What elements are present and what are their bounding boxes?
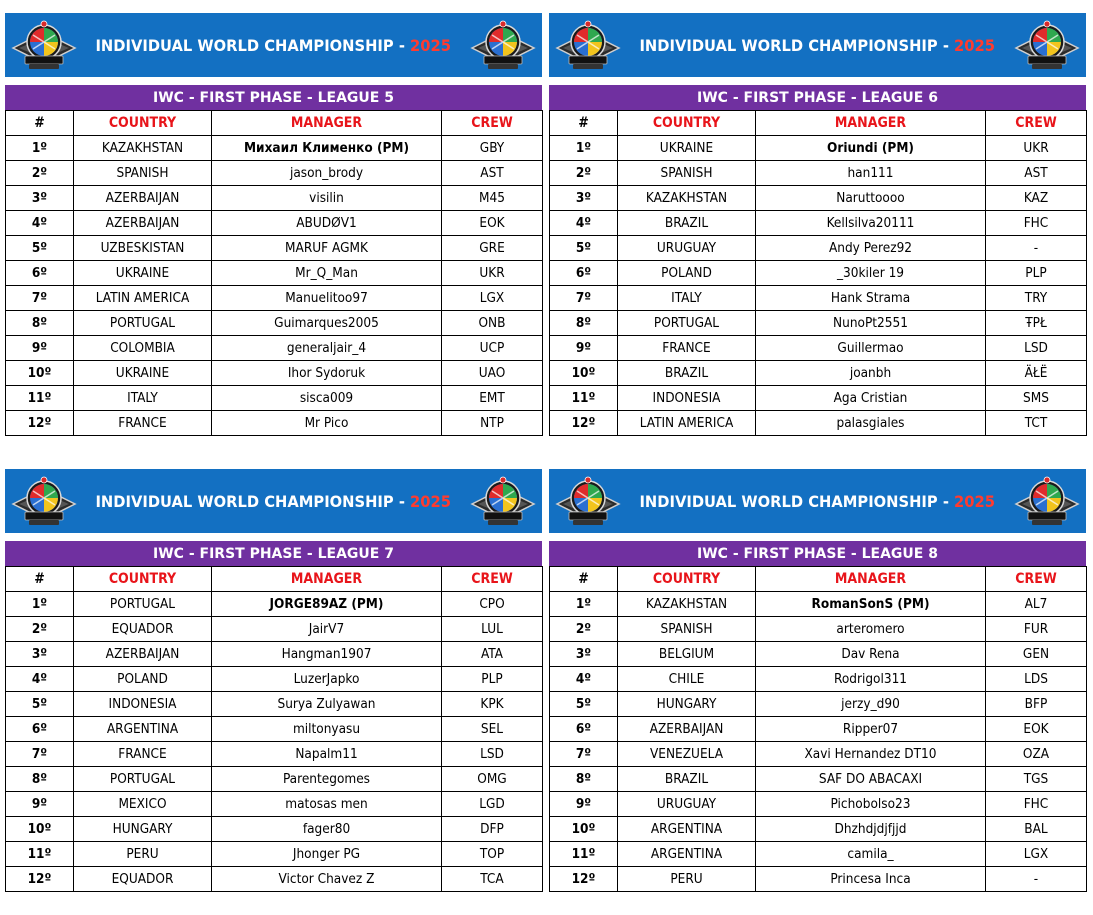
country: URUGUAY bbox=[618, 792, 756, 817]
col-header-position: # bbox=[550, 111, 618, 136]
table-row bbox=[6, 336, 543, 361]
crew: SMS bbox=[986, 386, 1087, 411]
country: SPANISH bbox=[618, 161, 756, 186]
crew: ŦPŁ bbox=[986, 311, 1087, 336]
mundial-logo-icon bbox=[555, 18, 621, 72]
position: 4º bbox=[550, 667, 618, 692]
country: MEXICO bbox=[74, 792, 212, 817]
table-row bbox=[6, 842, 543, 867]
crew: FHC bbox=[986, 792, 1087, 817]
crew: PLP bbox=[442, 667, 543, 692]
table-row bbox=[550, 411, 1087, 436]
position: 12º bbox=[6, 867, 74, 892]
table-header bbox=[6, 111, 543, 136]
crew: BFP bbox=[986, 692, 1087, 717]
position: 5º bbox=[550, 692, 618, 717]
crew: TCT bbox=[986, 411, 1087, 436]
crew: AL7 bbox=[986, 592, 1087, 617]
col-header-crew: CREW bbox=[986, 111, 1087, 136]
country: SPANISH bbox=[74, 161, 212, 186]
country: UKRAINE bbox=[74, 361, 212, 386]
col-header-position: # bbox=[550, 567, 618, 592]
table-row bbox=[550, 211, 1087, 236]
crew: DFP bbox=[442, 817, 543, 842]
country: PERU bbox=[618, 867, 756, 892]
table-row bbox=[6, 261, 543, 286]
country: LATIN AMERICA bbox=[618, 411, 756, 436]
position: 11º bbox=[6, 386, 74, 411]
country: FRANCE bbox=[74, 742, 212, 767]
table-row bbox=[550, 161, 1087, 186]
position: 5º bbox=[6, 236, 74, 261]
position: 10º bbox=[6, 817, 74, 842]
crew: GEN bbox=[986, 642, 1087, 667]
country: ARGENTINA bbox=[618, 817, 756, 842]
championship-banner bbox=[549, 13, 1086, 77]
crew: SEL bbox=[442, 717, 543, 742]
country: KAZAKHSTAN bbox=[618, 186, 756, 211]
manager: _30kiler 19 bbox=[756, 261, 986, 286]
country: BELGIUM bbox=[618, 642, 756, 667]
manager: MARUF AGMK bbox=[212, 236, 442, 261]
position: 10º bbox=[6, 361, 74, 386]
crew: - bbox=[986, 236, 1087, 261]
crew: LUL bbox=[442, 617, 543, 642]
position: 11º bbox=[6, 842, 74, 867]
country: PORTUGAL bbox=[74, 767, 212, 792]
crew: OZA bbox=[986, 742, 1087, 767]
table-row bbox=[6, 286, 543, 311]
manager: Jhonger PG bbox=[212, 842, 442, 867]
crew: ATA bbox=[442, 642, 543, 667]
position: 3º bbox=[6, 642, 74, 667]
crew: EMT bbox=[442, 386, 543, 411]
country: AZERBAIJAN bbox=[74, 642, 212, 667]
crew: KPK bbox=[442, 692, 543, 717]
country: PORTUGAL bbox=[618, 311, 756, 336]
standings-table bbox=[5, 566, 543, 892]
crew: EOK bbox=[986, 717, 1087, 742]
country: INDONESIA bbox=[74, 692, 212, 717]
country: UKRAINE bbox=[618, 136, 756, 161]
manager: Mr Pico bbox=[212, 411, 442, 436]
manager: Aga Cristian bbox=[756, 386, 986, 411]
league-panel bbox=[549, 13, 1086, 436]
position: 9º bbox=[6, 792, 74, 817]
table-row bbox=[550, 792, 1087, 817]
position: 11º bbox=[550, 842, 618, 867]
manager: Princesa Inca bbox=[756, 867, 986, 892]
table-row bbox=[6, 767, 543, 792]
table-row bbox=[550, 261, 1087, 286]
table-row bbox=[550, 286, 1087, 311]
banner-title: INDIVIDUAL WORLD CHAMPIONSHIP - 2025 bbox=[95, 35, 452, 55]
position: 4º bbox=[550, 211, 618, 236]
position: 8º bbox=[6, 767, 74, 792]
country: ITALY bbox=[618, 286, 756, 311]
banner-year: 2025 bbox=[410, 491, 452, 511]
crew: NTP bbox=[442, 411, 543, 436]
country: EQUADOR bbox=[74, 867, 212, 892]
table-row bbox=[550, 236, 1087, 261]
position: 12º bbox=[550, 411, 618, 436]
country: FRANCE bbox=[74, 411, 212, 436]
manager: Rodrigol311 bbox=[756, 667, 986, 692]
country: ITALY bbox=[74, 386, 212, 411]
country: AZERBAIJAN bbox=[74, 211, 212, 236]
position: 11º bbox=[550, 386, 618, 411]
position: 8º bbox=[6, 311, 74, 336]
table-header bbox=[6, 567, 543, 592]
crew: ÄŁË bbox=[986, 361, 1087, 386]
manager: generaljair_4 bbox=[212, 336, 442, 361]
crew: LSD bbox=[986, 336, 1087, 361]
crew: CPO bbox=[442, 592, 543, 617]
manager: Михаил Клименко (PM) bbox=[212, 136, 442, 161]
championship-banner bbox=[5, 469, 542, 533]
manager: JORGE89AZ (PM) bbox=[212, 592, 442, 617]
crew: GRE bbox=[442, 236, 543, 261]
manager: Pichobolso23 bbox=[756, 792, 986, 817]
crew: UKR bbox=[986, 136, 1087, 161]
col-header-crew: CREW bbox=[442, 567, 543, 592]
league-title: IWC - FIRST PHASE - LEAGUE 7 bbox=[5, 541, 542, 566]
crew: ONB bbox=[442, 311, 543, 336]
country: UZBESKISTAN bbox=[74, 236, 212, 261]
crew: LGX bbox=[442, 286, 543, 311]
position: 9º bbox=[550, 336, 618, 361]
position: 4º bbox=[6, 667, 74, 692]
position: 1º bbox=[6, 136, 74, 161]
crew: LDS bbox=[986, 667, 1087, 692]
table-row bbox=[6, 592, 543, 617]
crew: TRY bbox=[986, 286, 1087, 311]
position: 8º bbox=[550, 767, 618, 792]
manager: Parentegomes bbox=[212, 767, 442, 792]
country: AZERBAIJAN bbox=[74, 186, 212, 211]
table-row bbox=[6, 717, 543, 742]
manager: sisca009 bbox=[212, 386, 442, 411]
country: CHILE bbox=[618, 667, 756, 692]
country: EQUADOR bbox=[74, 617, 212, 642]
manager: visilin bbox=[212, 186, 442, 211]
position: 4º bbox=[6, 211, 74, 236]
manager: JairV7 bbox=[212, 617, 442, 642]
position: 12º bbox=[6, 411, 74, 436]
col-header-manager: MANAGER bbox=[212, 111, 442, 136]
position: 7º bbox=[550, 742, 618, 767]
banner-title: INDIVIDUAL WORLD CHAMPIONSHIP - 2025 bbox=[639, 35, 996, 55]
manager: Napalm11 bbox=[212, 742, 442, 767]
crew: FHC bbox=[986, 211, 1087, 236]
country: BRAZIL bbox=[618, 767, 756, 792]
country: SPANISH bbox=[618, 617, 756, 642]
table-row bbox=[6, 386, 543, 411]
crew: UCP bbox=[442, 336, 543, 361]
country: POLAND bbox=[618, 261, 756, 286]
table-row bbox=[550, 336, 1087, 361]
col-header-country: COUNTRY bbox=[74, 567, 212, 592]
mundial-logo-icon bbox=[11, 474, 77, 528]
manager: matosas men bbox=[212, 792, 442, 817]
mundial-logo-icon bbox=[470, 18, 536, 72]
country: ARGENTINA bbox=[74, 717, 212, 742]
position: 10º bbox=[550, 817, 618, 842]
manager: Dhzhdjdjfjjd bbox=[756, 817, 986, 842]
manager: Victor Chavez Z bbox=[212, 867, 442, 892]
position: 2º bbox=[6, 617, 74, 642]
country: HUNGARY bbox=[74, 817, 212, 842]
table-row bbox=[550, 767, 1087, 792]
table-row bbox=[550, 136, 1087, 161]
country: COLOMBIA bbox=[74, 336, 212, 361]
table-row bbox=[550, 717, 1087, 742]
crew: LSD bbox=[442, 742, 543, 767]
manager: Hank Strama bbox=[756, 286, 986, 311]
table-row bbox=[6, 867, 543, 892]
country: PERU bbox=[74, 842, 212, 867]
mundial-logo-icon bbox=[1014, 18, 1080, 72]
table-row bbox=[6, 617, 543, 642]
position: 7º bbox=[6, 742, 74, 767]
country: KAZAKHSTAN bbox=[618, 592, 756, 617]
manager: han111 bbox=[756, 161, 986, 186]
table-row bbox=[6, 667, 543, 692]
crew: KAZ bbox=[986, 186, 1087, 211]
position: 7º bbox=[6, 286, 74, 311]
table-row bbox=[550, 842, 1087, 867]
crew: AST bbox=[442, 161, 543, 186]
league-title: IWC - FIRST PHASE - LEAGUE 6 bbox=[549, 85, 1086, 110]
manager: SAF DO ABACAXI bbox=[756, 767, 986, 792]
table-row bbox=[6, 817, 543, 842]
position: 2º bbox=[550, 617, 618, 642]
manager: Naruttoooo bbox=[756, 186, 986, 211]
manager: miltonyasu bbox=[212, 717, 442, 742]
position: 9º bbox=[550, 792, 618, 817]
crew: TCA bbox=[442, 867, 543, 892]
banner-year: 2025 bbox=[410, 35, 452, 55]
position: 8º bbox=[550, 311, 618, 336]
manager: palasgiales bbox=[756, 411, 986, 436]
position: 3º bbox=[550, 186, 618, 211]
table-row bbox=[6, 361, 543, 386]
league-panel bbox=[5, 13, 542, 436]
banner-title: INDIVIDUAL WORLD CHAMPIONSHIP - 2025 bbox=[639, 491, 996, 511]
country: AZERBAIJAN bbox=[618, 717, 756, 742]
col-header-manager: MANAGER bbox=[212, 567, 442, 592]
position: 3º bbox=[550, 642, 618, 667]
country: ARGENTINA bbox=[618, 842, 756, 867]
col-header-country: COUNTRY bbox=[618, 111, 756, 136]
position: 5º bbox=[6, 692, 74, 717]
position: 2º bbox=[6, 161, 74, 186]
country: KAZAKHSTAN bbox=[74, 136, 212, 161]
mundial-logo-icon bbox=[11, 18, 77, 72]
country: BRAZIL bbox=[618, 361, 756, 386]
crew: AST bbox=[986, 161, 1087, 186]
crew: TOP bbox=[442, 842, 543, 867]
manager: ABUDØV1 bbox=[212, 211, 442, 236]
banner-year: 2025 bbox=[954, 35, 996, 55]
table-row bbox=[6, 311, 543, 336]
country: PORTUGAL bbox=[74, 592, 212, 617]
position: 7º bbox=[550, 286, 618, 311]
table-row bbox=[550, 667, 1087, 692]
table-row bbox=[6, 792, 543, 817]
manager: Xavi Hernandez DT10 bbox=[756, 742, 986, 767]
table-row bbox=[550, 692, 1087, 717]
league-panel bbox=[549, 469, 1086, 892]
manager: Oriundi (PM) bbox=[756, 136, 986, 161]
col-header-country: COUNTRY bbox=[74, 111, 212, 136]
table-row bbox=[6, 236, 543, 261]
table-row bbox=[6, 186, 543, 211]
table-row bbox=[550, 311, 1087, 336]
manager: Ihor Sydoruk bbox=[212, 361, 442, 386]
table-row bbox=[550, 361, 1087, 386]
crew: - bbox=[986, 867, 1087, 892]
table-row bbox=[550, 642, 1087, 667]
table-row bbox=[550, 617, 1087, 642]
position: 10º bbox=[550, 361, 618, 386]
crew: UAO bbox=[442, 361, 543, 386]
standings-table bbox=[549, 566, 1087, 892]
manager: fager80 bbox=[212, 817, 442, 842]
manager: RomanSonS (PM) bbox=[756, 592, 986, 617]
manager: Ripper07 bbox=[756, 717, 986, 742]
crew: GBY bbox=[442, 136, 543, 161]
table-row bbox=[550, 186, 1087, 211]
manager: jerzy_d90 bbox=[756, 692, 986, 717]
crew: TGS bbox=[986, 767, 1087, 792]
crew: PLP bbox=[986, 261, 1087, 286]
manager: arteromero bbox=[756, 617, 986, 642]
table-row bbox=[6, 136, 543, 161]
mundial-logo-icon bbox=[1014, 474, 1080, 528]
position: 1º bbox=[550, 592, 618, 617]
crew: LGX bbox=[986, 842, 1087, 867]
table-header bbox=[550, 567, 1087, 592]
country: PORTUGAL bbox=[74, 311, 212, 336]
manager: Mr_Q_Man bbox=[212, 261, 442, 286]
manager: Manuelitoo97 bbox=[212, 286, 442, 311]
position: 6º bbox=[550, 717, 618, 742]
country: UKRAINE bbox=[74, 261, 212, 286]
crew: M45 bbox=[442, 186, 543, 211]
table-row bbox=[550, 817, 1087, 842]
manager: camila_ bbox=[756, 842, 986, 867]
manager: Kellsilva20111 bbox=[756, 211, 986, 236]
banner-title: INDIVIDUAL WORLD CHAMPIONSHIP - 2025 bbox=[95, 491, 452, 511]
country: FRANCE bbox=[618, 336, 756, 361]
crew: FUR bbox=[986, 617, 1087, 642]
manager: Andy Perez92 bbox=[756, 236, 986, 261]
col-header-position: # bbox=[6, 567, 74, 592]
league-title: IWC - FIRST PHASE - LEAGUE 8 bbox=[549, 541, 1086, 566]
col-header-crew: CREW bbox=[986, 567, 1087, 592]
banner-year: 2025 bbox=[954, 491, 996, 511]
league-title: IWC - FIRST PHASE - LEAGUE 5 bbox=[5, 85, 542, 110]
col-header-manager: MANAGER bbox=[756, 111, 986, 136]
crew: LGD bbox=[442, 792, 543, 817]
table-row bbox=[550, 742, 1087, 767]
mundial-logo-icon bbox=[470, 474, 536, 528]
standings-table bbox=[5, 110, 543, 436]
position: 6º bbox=[6, 717, 74, 742]
position: 6º bbox=[6, 261, 74, 286]
championship-banner bbox=[549, 469, 1086, 533]
manager: Surya Zulyawan bbox=[212, 692, 442, 717]
position: 1º bbox=[550, 136, 618, 161]
crew: UKR bbox=[442, 261, 543, 286]
position: 1º bbox=[6, 592, 74, 617]
country: LATIN AMERICA bbox=[74, 286, 212, 311]
position: 9º bbox=[6, 336, 74, 361]
table-row bbox=[6, 211, 543, 236]
standings-table bbox=[549, 110, 1087, 436]
country: INDONESIA bbox=[618, 386, 756, 411]
manager: LuzerJapko bbox=[212, 667, 442, 692]
col-header-manager: MANAGER bbox=[756, 567, 986, 592]
manager: Hangman1907 bbox=[212, 642, 442, 667]
manager: Guimarques2005 bbox=[212, 311, 442, 336]
table-row bbox=[6, 692, 543, 717]
table-row bbox=[6, 642, 543, 667]
championship-banner bbox=[5, 13, 542, 77]
manager: NunoPt2551 bbox=[756, 311, 986, 336]
country: VENEZUELA bbox=[618, 742, 756, 767]
position: 3º bbox=[6, 186, 74, 211]
table-row bbox=[550, 386, 1087, 411]
table-row bbox=[550, 867, 1087, 892]
position: 12º bbox=[550, 867, 618, 892]
manager: jason_brody bbox=[212, 161, 442, 186]
manager: joanbh bbox=[756, 361, 986, 386]
country: BRAZIL bbox=[618, 211, 756, 236]
table-row bbox=[550, 592, 1087, 617]
table-row bbox=[6, 742, 543, 767]
table-row bbox=[6, 161, 543, 186]
table-header bbox=[550, 111, 1087, 136]
crew: EOK bbox=[442, 211, 543, 236]
country: URUGUAY bbox=[618, 236, 756, 261]
manager: Dav Rena bbox=[756, 642, 986, 667]
col-header-country: COUNTRY bbox=[618, 567, 756, 592]
crew: BAL bbox=[986, 817, 1087, 842]
col-header-crew: CREW bbox=[442, 111, 543, 136]
mundial-logo-icon bbox=[555, 474, 621, 528]
crew: OMG bbox=[442, 767, 543, 792]
country: HUNGARY bbox=[618, 692, 756, 717]
position: 6º bbox=[550, 261, 618, 286]
manager: Guillermao bbox=[756, 336, 986, 361]
position: 2º bbox=[550, 161, 618, 186]
col-header-position: # bbox=[6, 111, 74, 136]
table-row bbox=[6, 411, 543, 436]
country: POLAND bbox=[74, 667, 212, 692]
position: 5º bbox=[550, 236, 618, 261]
league-panel bbox=[5, 469, 542, 892]
